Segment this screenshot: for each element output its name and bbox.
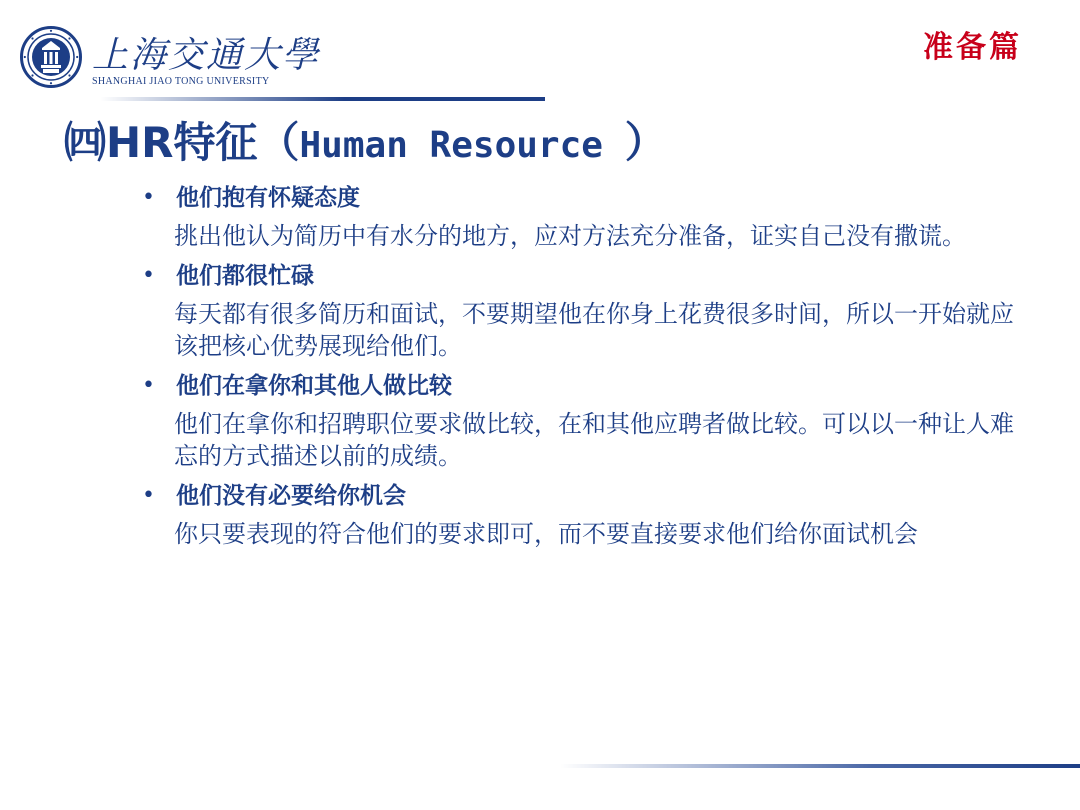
university-seal-icon: [20, 26, 82, 88]
bullet-icon: •: [142, 373, 155, 398]
logo-chinese-name: 上海交通大學: [92, 35, 321, 76]
footer-divider: [560, 764, 1080, 768]
bullet-icon: •: [142, 483, 155, 508]
item-heading: 他们在拿你和其他人做比较: [176, 373, 452, 399]
header-divider: [100, 97, 545, 101]
title-english: Human Resource: [299, 125, 625, 166]
item-text: 他们在拿你和招聘职位要求做比较，在和其他应聘者做比较。可以以一种让人难忘的方式描述以前的成绩。: [174, 410, 1014, 470]
bullet-icon: •: [142, 263, 155, 288]
list-item: [140, 178, 1020, 252]
title-prefix: ㈣HR特征（: [64, 118, 300, 167]
title-suffix: ）: [624, 118, 667, 167]
bullet-icon: •: [142, 185, 155, 210]
item-text: 每天都有很多简历和面试，不要期望他在你身上花费很多时间，所以一开始就应该把核心优势展现给他们。: [174, 300, 1014, 360]
item-text: 挑出他认为简历中有水分的地方，应对方法充分准备，证实自己没有撒谎。: [174, 222, 966, 250]
logo-english-name: SHANGHAI JIAO TONG UNIVERSITY: [92, 76, 270, 87]
section-tag: 准备篇: [923, 30, 1022, 65]
item-heading: 他们抱有怀疑态度: [176, 185, 360, 211]
item-heading: 他们都很忙碌: [176, 263, 314, 289]
list-item: [140, 476, 1020, 550]
slide-title: [64, 118, 667, 171]
bullet-list: [140, 178, 1020, 554]
item-heading: 他们没有必要给你机会: [176, 483, 406, 509]
list-item: [140, 256, 1020, 362]
item-text: 你只要表现的符合他们的要求即可，而不要直接要求他们给你面试机会: [174, 520, 918, 548]
list-item: [140, 366, 1020, 472]
